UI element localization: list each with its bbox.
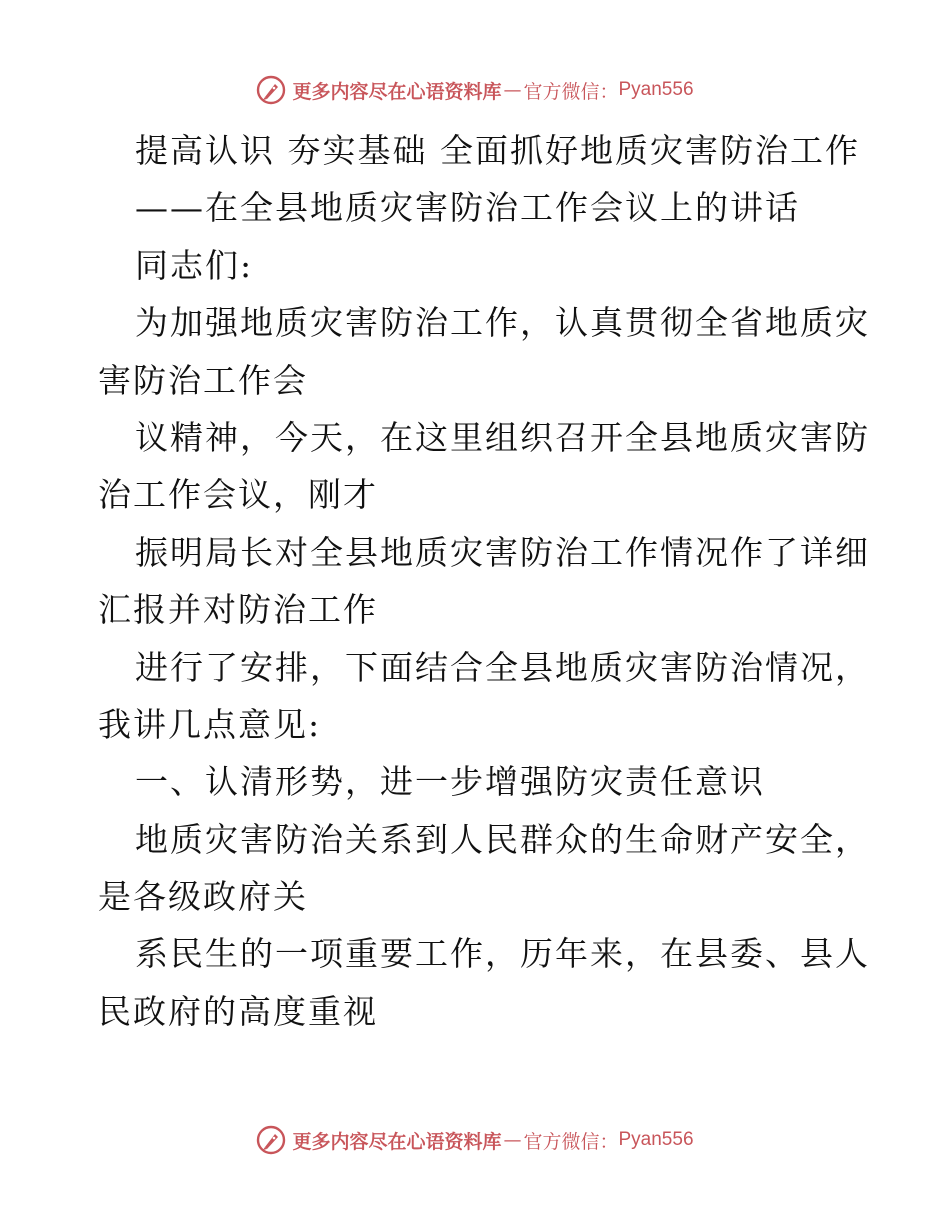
paragraph-line: 进行了安排，下面结合全县地质灾害防治情况， [135,647,870,687]
section-heading: 一、认清形势，进一步增强防灾责任意识 [135,762,765,802]
watermark-official-label: 官方微信： [523,80,619,103]
paragraph-line: 为加强地质灾害防治工作，认真贯彻全省地质灾 [135,303,870,343]
paragraph-line: 汇报并对防治工作 [98,590,378,630]
watermark-wechat-id: Pyan556 [618,1129,694,1150]
paragraph-line: 地质灾害防治关系到人民群众的生命财产安全， [135,819,870,859]
paragraph-line: 是各级政府关 [98,877,308,917]
header-watermark [0,70,950,110]
watermark-separator: — [503,79,522,101]
document-body [98,122,870,1040]
watermark-wechat-id: Pyan556 [618,79,694,100]
paragraph-line: 害防治工作会 [98,360,308,400]
document-subtitle: ——在全县地质灾害防治工作会议上的讲话 [135,188,800,228]
paragraph-line: 系民生的一项重要工作，历年来，在县委、县人 [135,934,870,974]
watermark-official-label: 官方微信： [523,1130,619,1153]
watermark-brand: 更多内容尽在心语资料库 [292,80,502,103]
pen-nib-circle-icon [256,75,286,105]
paragraph-line: 我讲几点意见: [98,704,322,744]
footer-watermark [0,1120,950,1160]
salutation: 同志们: [135,245,254,285]
pen-nib-circle-icon [256,1125,286,1155]
paragraph-line: 治工作会议，刚才 [98,475,378,515]
watermark-separator: — [503,1129,522,1151]
paragraph-line: 振明局长对全县地质灾害防治工作情况作了详细 [135,532,870,572]
watermark-brand: 更多内容尽在心语资料库 [292,1130,502,1153]
document-title: 提高认识 夯实基础 全面抓好地质灾害防治工作 [135,131,860,170]
paragraph-line: 议精神，今天，在这里组织召开全县地质灾害防 [135,417,870,457]
paragraph-line: 民政府的高度重视 [98,991,378,1031]
